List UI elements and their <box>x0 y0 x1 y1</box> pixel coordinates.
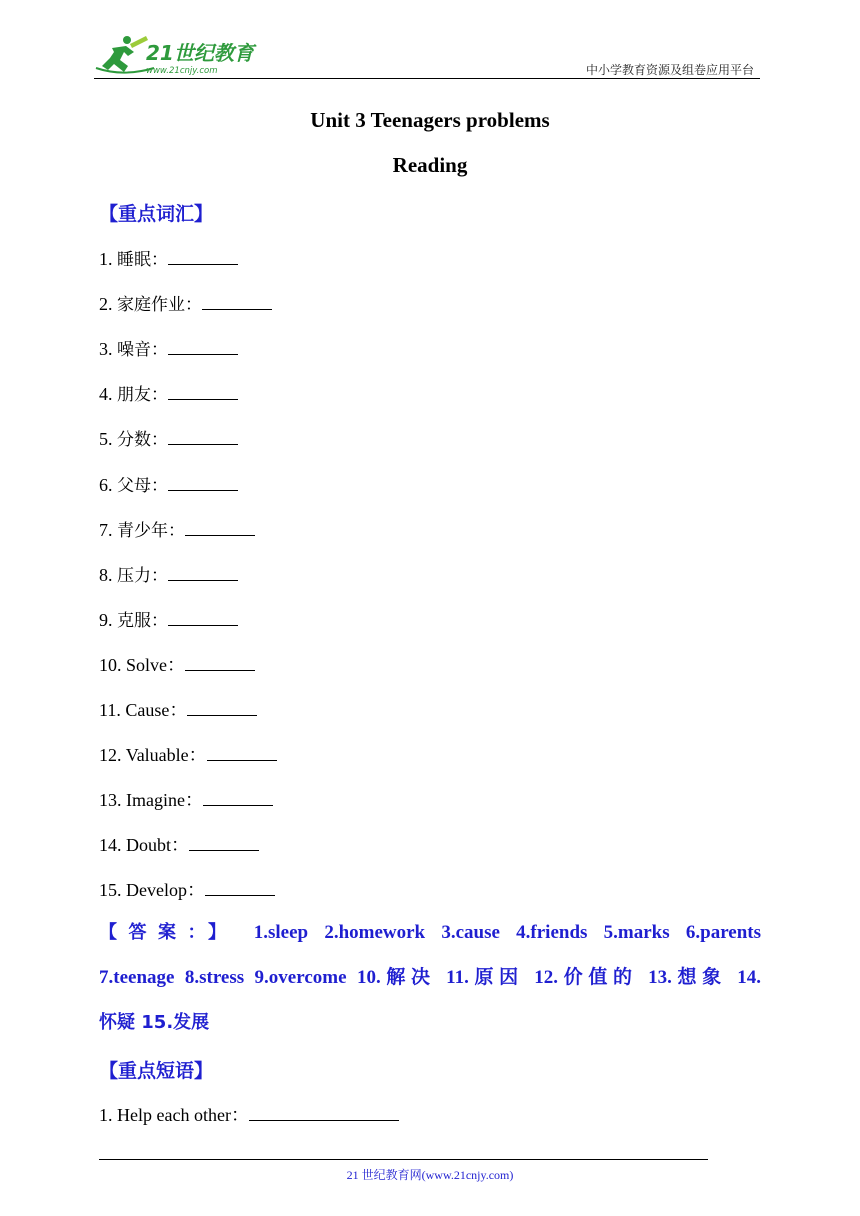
answer-text-1: 1.sleep 2.homework 3.cause 4.friends 5.marks 6.parents <box>253 922 762 943</box>
answer-blank[interactable] <box>168 473 238 491</box>
answer-blank[interactable] <box>249 1103 399 1121</box>
answer-blank[interactable] <box>168 563 238 581</box>
list-item <box>99 651 255 677</box>
item-prompt: 青少年： <box>117 520 185 541</box>
item-number: 12. <box>99 745 126 766</box>
answer-text-3: 怀疑 15.发展 <box>99 1012 210 1033</box>
list-item <box>99 380 238 405</box>
item-number: 1. <box>99 1105 117 1125</box>
platform-name: 中小学教育资源及组卷应用平台 <box>585 63 754 77</box>
item-number: 10. <box>99 654 126 675</box>
phrase-heading: 【重点短语】 <box>99 1060 214 1082</box>
answer-line-2 <box>99 955 761 1000</box>
vocab-heading: 【重点词汇】 <box>99 203 214 225</box>
list-item <box>99 741 277 767</box>
item-number: 4. <box>99 384 117 405</box>
list-item <box>99 425 238 450</box>
answer-blank[interactable] <box>202 292 272 310</box>
item-prompt: Valuable： <box>125 745 207 766</box>
item-number: 5. <box>99 429 117 450</box>
answer-blank[interactable] <box>168 337 238 355</box>
list-item <box>99 335 238 360</box>
item-number: 7. <box>99 519 117 540</box>
item-prompt: Cause： <box>125 700 188 720</box>
item-number: 13. <box>99 790 126 811</box>
item-number: 1. <box>99 249 117 269</box>
page-header <box>94 34 760 78</box>
list-item <box>99 876 275 902</box>
item-number: 3. <box>99 339 117 360</box>
answer-text-2: 7.teenage 8.stress 9.overcome 10.解决 11.原因 12.价值的 13.想象 14. <box>99 967 761 988</box>
list-item <box>99 696 257 722</box>
item-prompt: Imagine： <box>126 790 203 811</box>
item-number: 9. <box>99 609 117 630</box>
footer-divider <box>99 1159 708 1160</box>
item-prompt: 父母： <box>117 475 168 496</box>
answer-line-1 <box>99 910 761 955</box>
item-number: 6. <box>99 474 117 495</box>
page-title: Unit 3 Teenagers problems <box>310 108 550 132</box>
answer-line-3 <box>99 1000 761 1045</box>
list-item <box>99 606 238 631</box>
list-item <box>99 561 238 586</box>
answer-blank[interactable] <box>168 247 238 265</box>
page-subtitle: Reading <box>392 153 468 177</box>
item-prompt: Help each other： <box>117 1105 249 1125</box>
item-number: 2. <box>99 294 117 315</box>
answer-blank[interactable] <box>168 608 238 626</box>
item-number: 14. <box>99 835 126 856</box>
item-prompt: 家庭作业： <box>117 295 202 316</box>
answer-blank[interactable] <box>168 382 238 400</box>
list-item <box>99 290 272 315</box>
list-item <box>99 786 273 812</box>
answer-blank[interactable] <box>207 743 277 761</box>
item-prompt: Develop： <box>126 880 205 901</box>
item-number: 8. <box>99 564 117 585</box>
item-prompt: 朋友： <box>117 385 168 406</box>
answer-blank[interactable] <box>205 878 275 896</box>
answer-blank[interactable] <box>185 653 255 671</box>
answer-block <box>99 910 761 1045</box>
list-item <box>99 471 238 496</box>
answer-blank[interactable] <box>168 427 238 445</box>
answer-blank[interactable] <box>185 518 255 536</box>
item-number: 11. <box>99 700 126 720</box>
answer-blank[interactable] <box>203 788 273 806</box>
list-item <box>99 516 255 541</box>
header-divider <box>94 78 760 79</box>
page-footer: 21 世纪教育网(www.21cnjy.com) <box>346 1168 514 1182</box>
item-prompt: 睡眠： <box>117 250 168 270</box>
list-item <box>99 245 238 270</box>
logo <box>94 34 264 76</box>
answer-blank[interactable] <box>189 833 259 851</box>
item-prompt: Solve： <box>126 654 186 675</box>
item-prompt: 分数： <box>117 430 168 451</box>
list-item <box>99 831 259 857</box>
item-number: 15. <box>99 880 126 901</box>
logo-url: www.21cnjy.com <box>146 66 218 76</box>
item-prompt: 噪音： <box>117 340 168 361</box>
item-prompt: 压力： <box>117 565 168 586</box>
answer-blank[interactable] <box>187 698 257 716</box>
answer-label: 【答案：】 <box>99 922 238 943</box>
item-prompt: Doubt： <box>126 835 189 856</box>
logo-text: 21世纪教育 <box>146 41 254 65</box>
item-prompt: 克服： <box>117 610 168 631</box>
list-item <box>99 1101 399 1127</box>
